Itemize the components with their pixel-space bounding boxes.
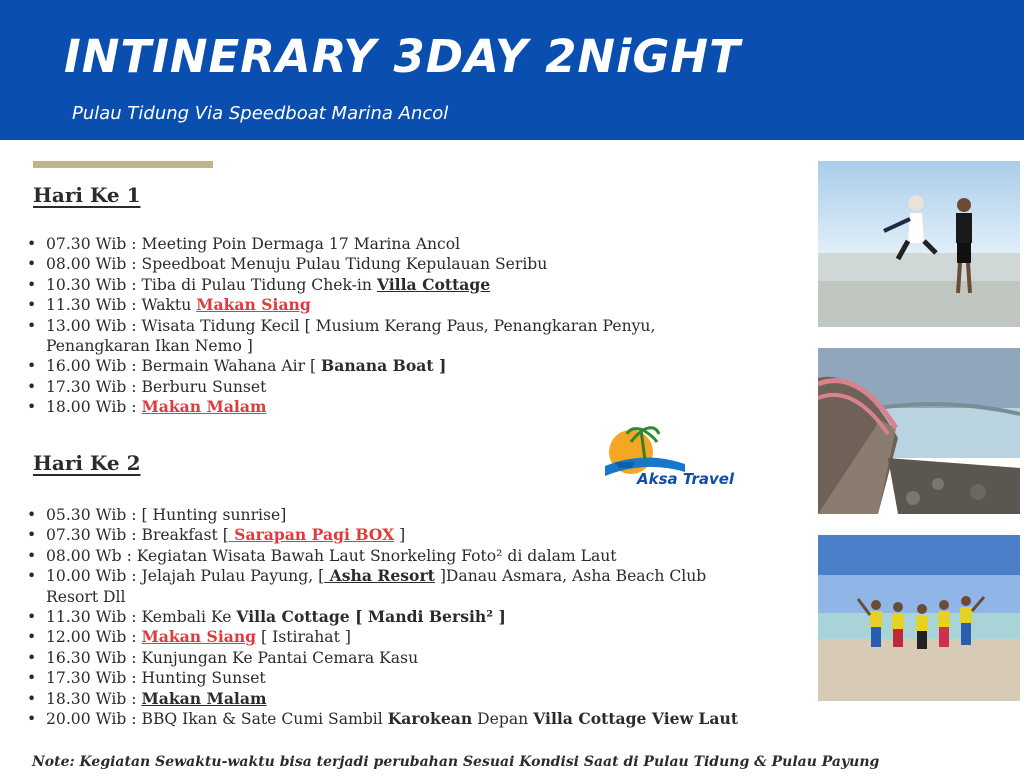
list-item: • 07.30 Wib : Meeting Poin Dermaga 17 Marina Ancol	[46, 234, 655, 254]
list-item: • 11.30 Wib : Waktu Makan Siang	[46, 295, 655, 315]
list-item: • 05.30 Wib : [ Hunting sunrise]	[46, 505, 738, 525]
list-item: • 17.30 Wib : Berburu Sunset	[46, 377, 655, 397]
page-subtitle: Pulau Tidung Via Speedboat Marina Ancol	[72, 103, 449, 124]
list-item: • 10.30 Wib : Tiba di Pulau Tidung Chek-in Villa Cottage	[46, 275, 655, 295]
page-title: INTINERARY 3DAY 2NiGHT	[64, 30, 741, 83]
beach-jump-photo	[818, 161, 1020, 327]
accent-divider	[33, 161, 213, 168]
day1-heading: Hari Ke 1	[33, 183, 141, 207]
list-item: • 08.00 Wb : Kegiatan Wisata Bawah Laut Snorkeling Foto² di dalam Laut	[46, 546, 738, 566]
list-item: • 20.00 Wib : BBQ Ikan & Sate Cumi Sambil Karokean Depan Villa Cottage View Laut	[46, 709, 738, 729]
aksa-travel-logo	[575, 420, 735, 492]
day1-list	[20, 234, 655, 418]
list-item: • 10.00 Wib : Jelajah Pulau Payung, [ Asha Resort ]Danau Asmara, Asha Beach Club Resort Dll	[46, 566, 738, 607]
list-item: • 13.00 Wib : Wisata Tidung Kecil [ Musium Kerang Paus, Penangkaran Penyu, Penangkaran Ikan Nemo ]	[46, 316, 655, 357]
day2-list	[20, 505, 738, 729]
footer-note: Note: Kegiatan Sewaktu-waktu bisa terjadi perubahan Sesuai Kondisi Saat di Pulau Tidung & Pulau Payung	[32, 754, 880, 770]
list-item: • 18.00 Wib : Makan Malam	[46, 397, 655, 417]
logo-text: Aksa Travel	[637, 470, 735, 488]
list-item: • 12.00 Wib : Makan Siang [ Istirahat ]	[46, 627, 738, 647]
list-item: • 16.30 Wib : Kunjungan Ke Pantai Cemara Kasu	[46, 648, 738, 668]
list-item: • 17.30 Wib : Hunting Sunset	[46, 668, 738, 688]
list-item: • 07.30 Wib : Breakfast [ Sarapan Pagi BOX ]	[46, 525, 738, 545]
list-item: • 18.30 Wib : Makan Malam	[46, 689, 738, 709]
group-beach-photo	[818, 535, 1020, 701]
list-item: • 16.00 Wib : Bermain Wahana Air [ Banana Boat ]	[46, 356, 655, 376]
list-item: • 08.00 Wib : Speedboat Menuju Pulau Tidung Kepulauan Seribu	[46, 254, 655, 274]
day2-heading: Hari Ke 2	[33, 451, 141, 475]
list-item: • 11.30 Wib : Kembali Ke Villa Cottage [ Mandi Bersih² ]	[46, 607, 738, 627]
boardwalk-photo	[818, 348, 1020, 514]
